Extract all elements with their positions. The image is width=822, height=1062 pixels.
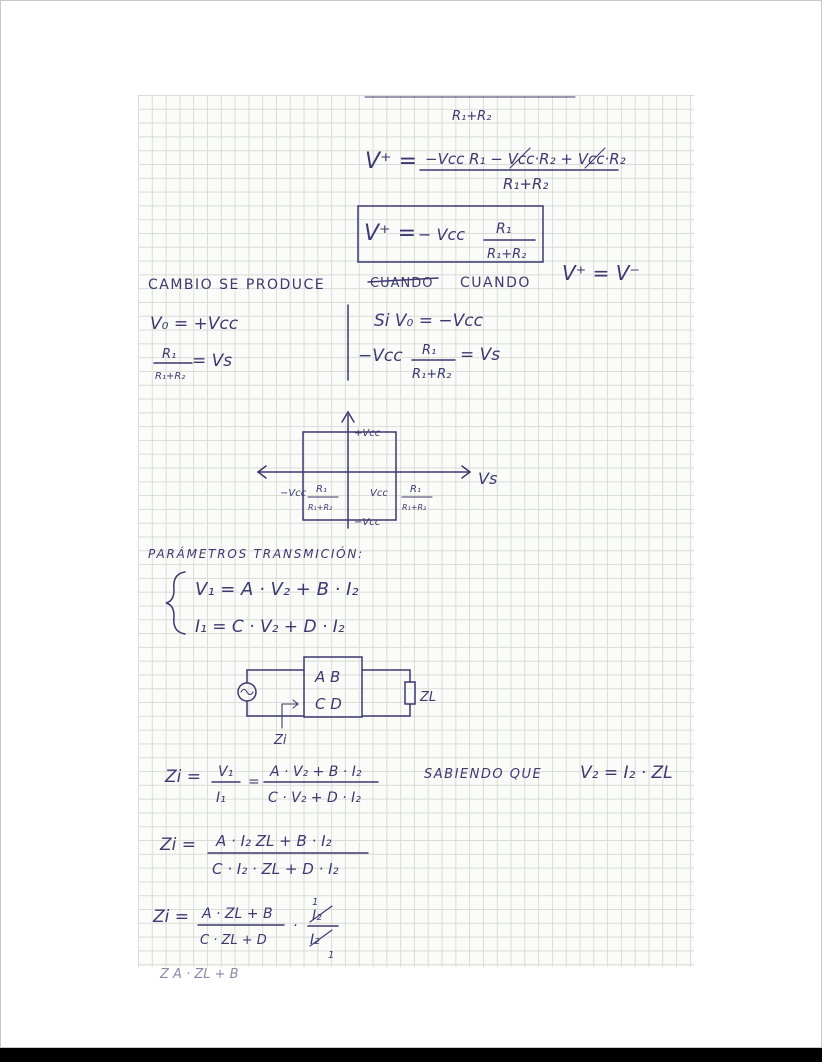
zi-lhs-2: Zi = xyxy=(160,835,197,855)
zi-equals-2: = xyxy=(248,774,260,790)
case-right-numerator: R₁ xyxy=(422,343,437,358)
vplus-denominator: R₁+R₂ xyxy=(503,175,549,193)
graph-right-tick-denominator: R₁+R₂ xyxy=(402,503,427,512)
system-brace xyxy=(166,572,185,634)
parametros-heading: PARÁMETROS TRANSMICIÓN: xyxy=(148,547,365,561)
zi-lhs-1: Zi = xyxy=(165,767,202,787)
hysteresis-graph xyxy=(258,412,497,528)
load-label: ZL xyxy=(420,690,437,705)
case-left-denominator: R₁+R₂ xyxy=(155,371,186,382)
zi-f4-numerator: A · ZL + B xyxy=(202,906,273,922)
zi-f4-denominator: C · ZL + D xyxy=(200,933,267,948)
vplus-numerator: −Vcc R₁ − Vcc·R₂ + Vcc·R₂ xyxy=(425,150,626,168)
boxed-denominator: R₁+R₂ xyxy=(487,247,527,262)
cambio-equation: V⁺ = V⁻ xyxy=(562,261,640,285)
graph-left-tick-denominator: R₁+R₂ xyxy=(308,503,333,512)
case-left-equals: = Vs xyxy=(192,351,233,371)
two-port-row2: C D xyxy=(315,695,342,713)
zi-f3-numerator: A · I₂ ZL + B · I₂ xyxy=(216,832,332,850)
zi-f3-denominator: C · I₂ · ZL + D · I₂ xyxy=(212,860,339,878)
zi-cancel-top-one: 1 xyxy=(312,897,319,908)
graph-left-tick: −Vcc xyxy=(280,488,307,499)
case-right-prefix: −Vcc xyxy=(358,346,403,366)
zi-lhs-3: Zi = xyxy=(153,907,190,927)
graph-axis-label: Vs xyxy=(478,469,498,488)
graph-right-tick: Vcc xyxy=(370,488,388,499)
two-port-row1: A B xyxy=(315,668,341,686)
sabiendo-text: SABIENDO QUE xyxy=(424,767,543,782)
cambio-text: CAMBIO SE PRODUCE xyxy=(148,277,326,293)
boxed-middle: − Vcc xyxy=(418,225,466,244)
case-left-line1: V₀ = +Vcc xyxy=(150,314,239,334)
sabiendo-equation: V₂ = I₂ · ZL xyxy=(580,763,673,783)
case-right-denominator: R₁+R₂ xyxy=(412,367,452,382)
zi-cancel-bottom-one: 1 xyxy=(328,950,335,961)
vplus-lhs: V⁺ = xyxy=(365,149,418,174)
top-partial-denominator: R₁+R₂ xyxy=(452,109,492,124)
zi-f1-denominator: I₁ xyxy=(216,790,226,806)
graph-right-tick-numerator: R₁ xyxy=(410,484,421,495)
zi-f5-denominator: I₂ xyxy=(310,932,320,948)
bottom-partial-text: Z A · ZL + B xyxy=(160,967,239,982)
zi-dot: · xyxy=(293,918,298,934)
load-resistor-icon xyxy=(405,682,415,704)
graph-top-label: +Vcc xyxy=(354,428,381,439)
cambio-word: CUANDO xyxy=(460,275,531,291)
boxed-lhs: V⁺ = xyxy=(364,221,417,246)
zi-f2-numerator: A · V₂ + B · I₂ xyxy=(270,764,362,780)
ac-source-wave xyxy=(241,690,253,695)
graph-left-tick-numerator: R₁ xyxy=(316,484,327,495)
two-port-circuit xyxy=(238,657,436,748)
zi-f1-numerator: V₁ xyxy=(218,764,234,780)
cambio-struck-word: CUANDO xyxy=(370,276,434,291)
zi-f2-denominator: C · V₂ + D · I₂ xyxy=(268,790,361,806)
case-right-line1: Si V₀ = −Vcc xyxy=(374,311,483,331)
parametros-eq2: I₁ = C · V₂ + D · I₂ xyxy=(195,617,345,637)
boxed-numerator: R₁ xyxy=(496,221,512,237)
zi-f5-numerator: I₂ xyxy=(312,908,322,924)
case-left-numerator: R₁ xyxy=(162,347,177,362)
parametros-eq1: V₁ = A · V₂ + B · I₂ xyxy=(195,579,359,600)
zi-input-label: Zi xyxy=(274,733,287,748)
case-right-equals: = Vs xyxy=(460,345,501,365)
graph-bottom-label: −Vcc xyxy=(354,517,381,528)
